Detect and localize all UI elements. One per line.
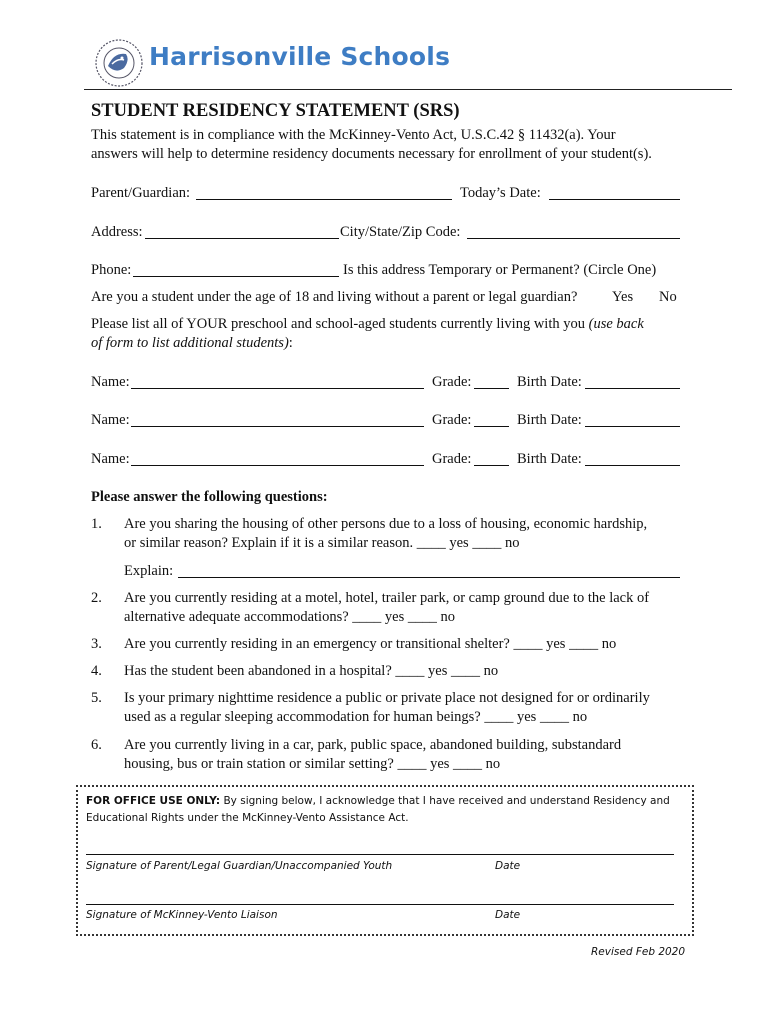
parent-signature-line[interactable] xyxy=(86,854,674,855)
student-3-grade-label: Grade: xyxy=(432,451,472,467)
address-field[interactable] xyxy=(145,223,339,239)
students-intro-line-2 xyxy=(91,334,293,352)
question-3-line-1[interactable]: Are you currently residing in an emergency or transitional shelter? ____ yes ____ no xyxy=(124,636,617,652)
students-intro-italic-2: of form to list additional students) xyxy=(91,335,289,351)
student-3-name-label: Name: xyxy=(91,451,130,467)
explain-label: Explain: xyxy=(124,563,174,579)
student-3-grade-field[interactable] xyxy=(474,450,509,466)
unaccompanied-no[interactable]: No xyxy=(659,289,677,305)
student-2-name-field[interactable] xyxy=(131,411,424,427)
student-1-name-field[interactable] xyxy=(131,373,424,389)
students-intro-line-1 xyxy=(91,315,644,333)
question-2-line-2[interactable]: alternative adequate accommodations? ____ yes ____ no xyxy=(124,609,455,625)
unaccompanied-yes[interactable]: Yes xyxy=(612,289,634,305)
question-4-number: 4. xyxy=(91,663,102,679)
question-3-number: 3. xyxy=(91,636,102,652)
student-1-birth-label: Birth Date: xyxy=(517,374,582,390)
revised-date: Revised Feb 2020 xyxy=(591,946,686,958)
address-label: Address: xyxy=(91,224,143,240)
phone-field[interactable] xyxy=(133,261,339,277)
explain-field[interactable] xyxy=(178,562,680,578)
unaccompanied-question: Are you a student under the age of 18 and living without a parent or legal guardian? xyxy=(91,289,578,305)
student-1-name-label: Name: xyxy=(91,374,130,390)
student-2-birth-field[interactable] xyxy=(585,411,680,427)
question-6-line-1: Are you currently living in a car, park, public space, abandoned building, substandard xyxy=(124,737,622,753)
question-2-number: 2. xyxy=(91,590,102,606)
student-3-birth-field[interactable] xyxy=(585,450,680,466)
students-intro-colon: : xyxy=(288,335,293,351)
question-1-line-1: Are you sharing the housing of other persons due to a loss of housing, economic hardship, xyxy=(124,516,648,532)
phone-label: Phone: xyxy=(91,262,132,278)
liaison-date-caption: Date xyxy=(495,909,521,921)
office-use-statement: By signing below, I acknowledge that I have received and understand Residency and xyxy=(220,795,670,807)
question-5-line-2[interactable]: used as a regular sleeping accommodation for human beings? ____ yes ____ no xyxy=(124,709,588,725)
parent-guardian-field[interactable] xyxy=(196,184,452,200)
todays-date-field[interactable] xyxy=(549,184,680,200)
question-1-number: 1. xyxy=(91,516,102,532)
todays-date-label: Today’s Date: xyxy=(460,185,541,201)
header-rule xyxy=(84,89,732,90)
seal-icon xyxy=(94,38,144,88)
student-1-grade-field[interactable] xyxy=(474,373,509,389)
student-2-birth-label: Birth Date: xyxy=(517,412,582,428)
office-use-text-2: Educational Rights under the McKinney-Vento Assistance Act. xyxy=(86,812,409,824)
intro-line-2: answers will help to determine residency documents necessary for enrollment of your student(s). xyxy=(91,146,652,162)
students-intro-italic: (use back xyxy=(588,316,644,332)
city-state-zip-field[interactable] xyxy=(467,223,680,239)
parent-signature-caption: Signature of Parent/Legal Guardian/Unaccompanied Youth xyxy=(86,860,393,872)
temp-perm-question: Is this address Temporary or Permanent? (Circle One) xyxy=(343,262,657,278)
question-1-line-2[interactable]: or similar reason? Explain if it is a similar reason. ____ yes ____ no xyxy=(124,535,520,551)
parent-date-caption: Date xyxy=(495,860,521,872)
student-2-name-label: Name: xyxy=(91,412,130,428)
parent-guardian-label: Parent/Guardian: xyxy=(91,185,191,201)
questions-heading: Please answer the following questions: xyxy=(91,489,328,505)
question-4-line-1[interactable]: Has the student been abandoned in a hospital? ____ yes ____ no xyxy=(124,663,499,679)
office-use-text-1 xyxy=(86,795,670,807)
students-intro-text: Please list all of YOUR preschool and school-aged students currently living with you xyxy=(91,316,589,332)
school-brand: Harrisonville Schools xyxy=(149,42,451,71)
school-seal xyxy=(94,38,144,88)
liaison-signature-line[interactable] xyxy=(86,904,674,905)
intro-line-1: This statement is in compliance with the McKinney-Vento Act, U.S.C.42 § 11432(a). Your xyxy=(91,127,616,143)
city-state-zip-label: City/State/Zip Code: xyxy=(340,224,461,240)
student-1-birth-field[interactable] xyxy=(585,373,680,389)
page-title: STUDENT RESIDENCY STATEMENT (SRS) xyxy=(91,101,460,121)
student-3-birth-label: Birth Date: xyxy=(517,451,582,467)
student-3-name-field[interactable] xyxy=(131,450,424,466)
question-6-number: 6. xyxy=(91,737,102,753)
student-2-grade-label: Grade: xyxy=(432,412,472,428)
question-5-number: 5. xyxy=(91,690,102,706)
question-6-line-2[interactable]: housing, bus or train station or similar setting? ____ yes ____ no xyxy=(124,756,501,772)
student-2-grade-field[interactable] xyxy=(474,411,509,427)
question-5-line-1: Is your primary nighttime residence a public or private place not designed for or ordinarily xyxy=(124,690,650,706)
office-use-label: FOR OFFICE USE ONLY: xyxy=(86,795,221,807)
student-1-grade-label: Grade: xyxy=(432,374,472,390)
liaison-signature-caption: Signature of McKinney-Vento Liaison xyxy=(86,909,278,921)
question-2-line-1: Are you currently residing at a motel, hotel, trailer park, or camp ground due to the lack of xyxy=(124,590,650,606)
